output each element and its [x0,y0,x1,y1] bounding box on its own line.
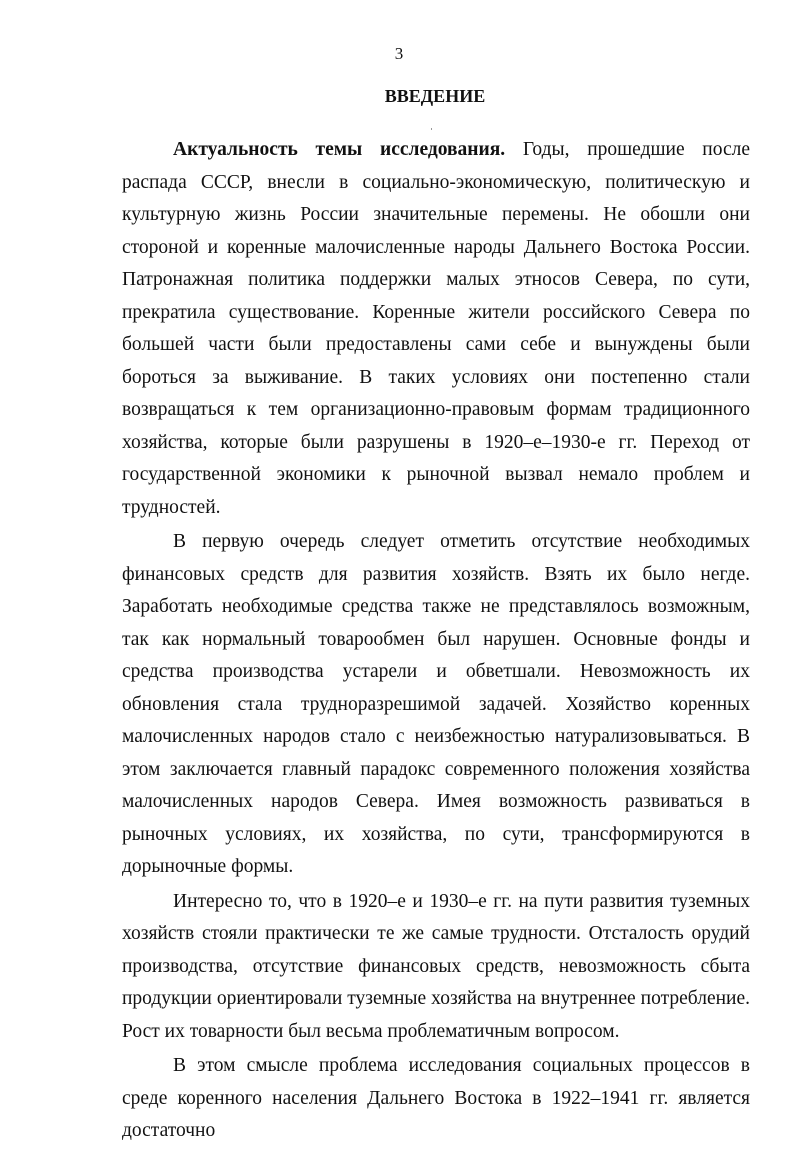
section-heading: ВВЕДЕНИЕ [384,86,486,106]
paragraph-lead: Актуальность темы исследования. [173,139,506,160]
paragraph-2: В первую очередь следует отметить отсутствие необходимых финансовых средств для развития хозяйств. Взять их было негде. Заработать необходимые средства также не представлялось возможным, так как нормальный товарообмен был нарушен. Основные фонды и средства производства устарели и обветшали. Невозможность их обновления стала трудноразрешимой задачей. Хозяйство коренных малочисленных народов стало с неизбежностью натурализовываться. В этом заключается главный парадокс современного положения хозяйства малочисленных народов Севера. Имея возможность развиваться в рыночных условиях, их хозяйства, по сути, трансформируются в дорыночные формы. [122,531,750,877]
paragraph-1 [122,134,750,524]
page-number: 3 [394,44,404,63]
paragraph-3: Интересно то, что в 1920–е и 1930–е гг. на пути развития туземных хозяйств стояли практически те же самые трудности. Отсталость орудий производства, отсутствие финансовых средств, невозможность сбыта продукции ориентировали туземные хозяйства на внутреннее потребление. Рост их товарности был весьма проблематичным вопросом. [122,890,750,1042]
scan-speck [431,128,432,130]
paragraph-text: Годы, прошедшие после распада СССР, внесли в социально-экономическую, политическую и культурную жизнь России значительные перемены. Не обошли они стороной и коренные малочисленные народы Дальнего Востока России. Патронажная политика поддержки малых этносов Севера, по сути, прекратила существование. Коренные жители российского Севера по большей части были предоставлены сами себе и вынуждены были бороться за выживание. В таких условиях они постепенно стали возвращаться к тем организационно-правовым формам традиционного хозяйства, которые были разрушены в 1920–е–1930-е гг. Переход от государственной экономики к рыночной вызвал немало проблем и трудностей. [122,139,751,518]
paragraph-4: В этом смысле проблема исследования социальных процессов в среде коренного населения Дальнего Востока в 1922–1941 гг. является достаточно [122,1055,750,1141]
body-text [122,134,750,1150]
